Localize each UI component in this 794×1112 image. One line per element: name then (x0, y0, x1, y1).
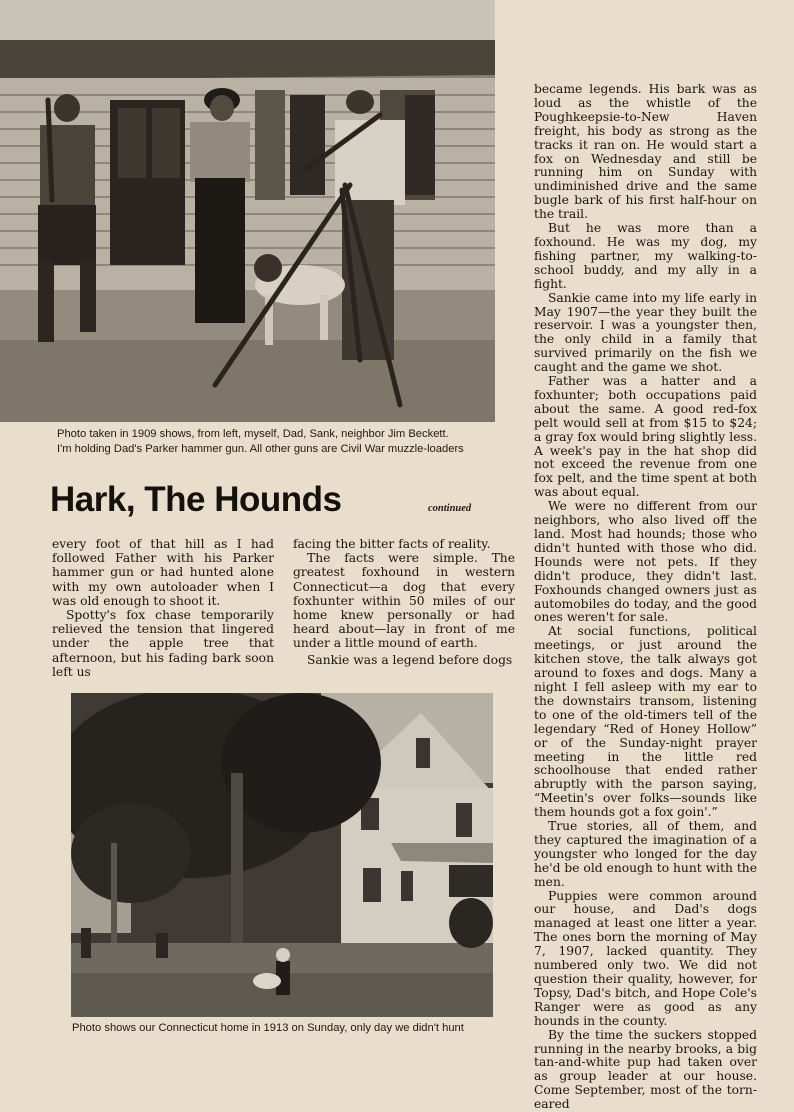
bottom-photo-caption: Photo shows our Connecticut home in 1913 on Sunday, only day we didn't hunt (72, 1022, 464, 1034)
paragraph: But he was more than a foxhound. He was my dog, my fishing partner, my walking-to-school buddy, and my ally in a fight. (534, 221, 757, 291)
photo-1909-family-icon (0, 0, 495, 422)
paragraph: We were no different from our neighbors, who also lived off the land. Most had hounds; those who didn't hunted with those who did. Hounds were not pets. If they didn't produce, they didn't last. Foxhounds changed owners just as automobiles do today, and the good ones weren't for sale. (534, 499, 757, 625)
photo-1913-home-icon (71, 693, 493, 1017)
paragraph: became legends. His bark was as loud as the whistle of the Poughkeepsie-to-New Haven freight, his body as strong as the tracks it ran on. He would start a fox on Wednesday and still be running him on Sunday with undiminished drive and the same bugle bark of his first half-hour on the trail. (534, 82, 757, 222)
top-photo (0, 0, 495, 422)
paragraph: At social functions, political meetings, or just around the kitchen stove, the talk always got around to foxes and dogs. Many a night I fell asleep with my ear to the downstairs transom, listening to one of the old-timers tell of the legendary “Red of Honey Hollow” or of the Sunday-night prayer meeting in the little red schoolhouse that ended rather abruptly with the parson saying, “Meetin's over folks—sounds like them hounds got a fox goin'.” (534, 624, 757, 820)
paragraph: By the time the suckers stopped running in the nearby brooks, a big tan-and-white pup had taken over as group leader at our house. Come September, most of the torn-eared (534, 1027, 757, 1112)
paragraph: Father was a hatter and a foxhunter; both occupations paid about the same. A good red-fox pelt would sell at from $15 to $24; a gray fox would bring slightly less. A week's pay in the hat shop did not exceed the revenue from one fox pelt, and the time spent at both was about equal. (534, 374, 757, 500)
paragraph: The facts were simple. The greatest foxhound in western Connecticut—a dog that every foxhunter within 50 miles of our home knew personally or had heard about—lay in front of me under a little mound of earth. (293, 551, 515, 651)
paragraph: facing the bitter facts of reality. (293, 537, 491, 551)
article-column-3 (534, 83, 757, 1112)
paragraph: True stories, all of them, and they captured the imagination of a youngster who longed for the day he'd be old enough to hunt with the men. (534, 819, 757, 889)
top-caption-line-2: I'm holding Dad's Parker hammer gun. All other guns are Civil War muzzle-loaders (57, 442, 464, 455)
article-column-1 (52, 537, 274, 679)
paragraph: every foot of that hill as I had followed Father with his Parker hammer gun or had hunted alone with my own autoloader when I was old enough to shoot it. (52, 537, 274, 608)
paragraph: Puppies were common around our house, and Dad's dogs managed at least one litter a year. The ones born the morning of May 7, 1907, lacked quantity. They numbered only two. We did not question their quality, however, for Topsy, Dad's bitch, and Hope Cole's Ranger were as good as any hounds in the county. (534, 888, 757, 1028)
paragraph: Sankie was a legend before dogs (307, 652, 513, 667)
article-title: Hark, The Hounds (50, 480, 342, 519)
paragraph: Spotty's fox chase temporarily relieved the tension that lingered under the apple tree that afternoon, but his fading bark soon left us (52, 608, 274, 679)
paragraph: Sankie came into my life early in May 1907—the year they built the reservoir. I was a youngster then, the only child in a family that survived primarily on the fish we caught and the game we shot. (534, 290, 757, 375)
continued-label: continued (428, 503, 472, 514)
bottom-photo (71, 693, 493, 1017)
top-photo-caption (57, 427, 464, 456)
top-caption-line-1: Photo taken in 1909 shows, from left, myself, Dad, Sank, neighbor Jim Beckett. (57, 428, 449, 440)
article-column-2 (293, 537, 515, 667)
